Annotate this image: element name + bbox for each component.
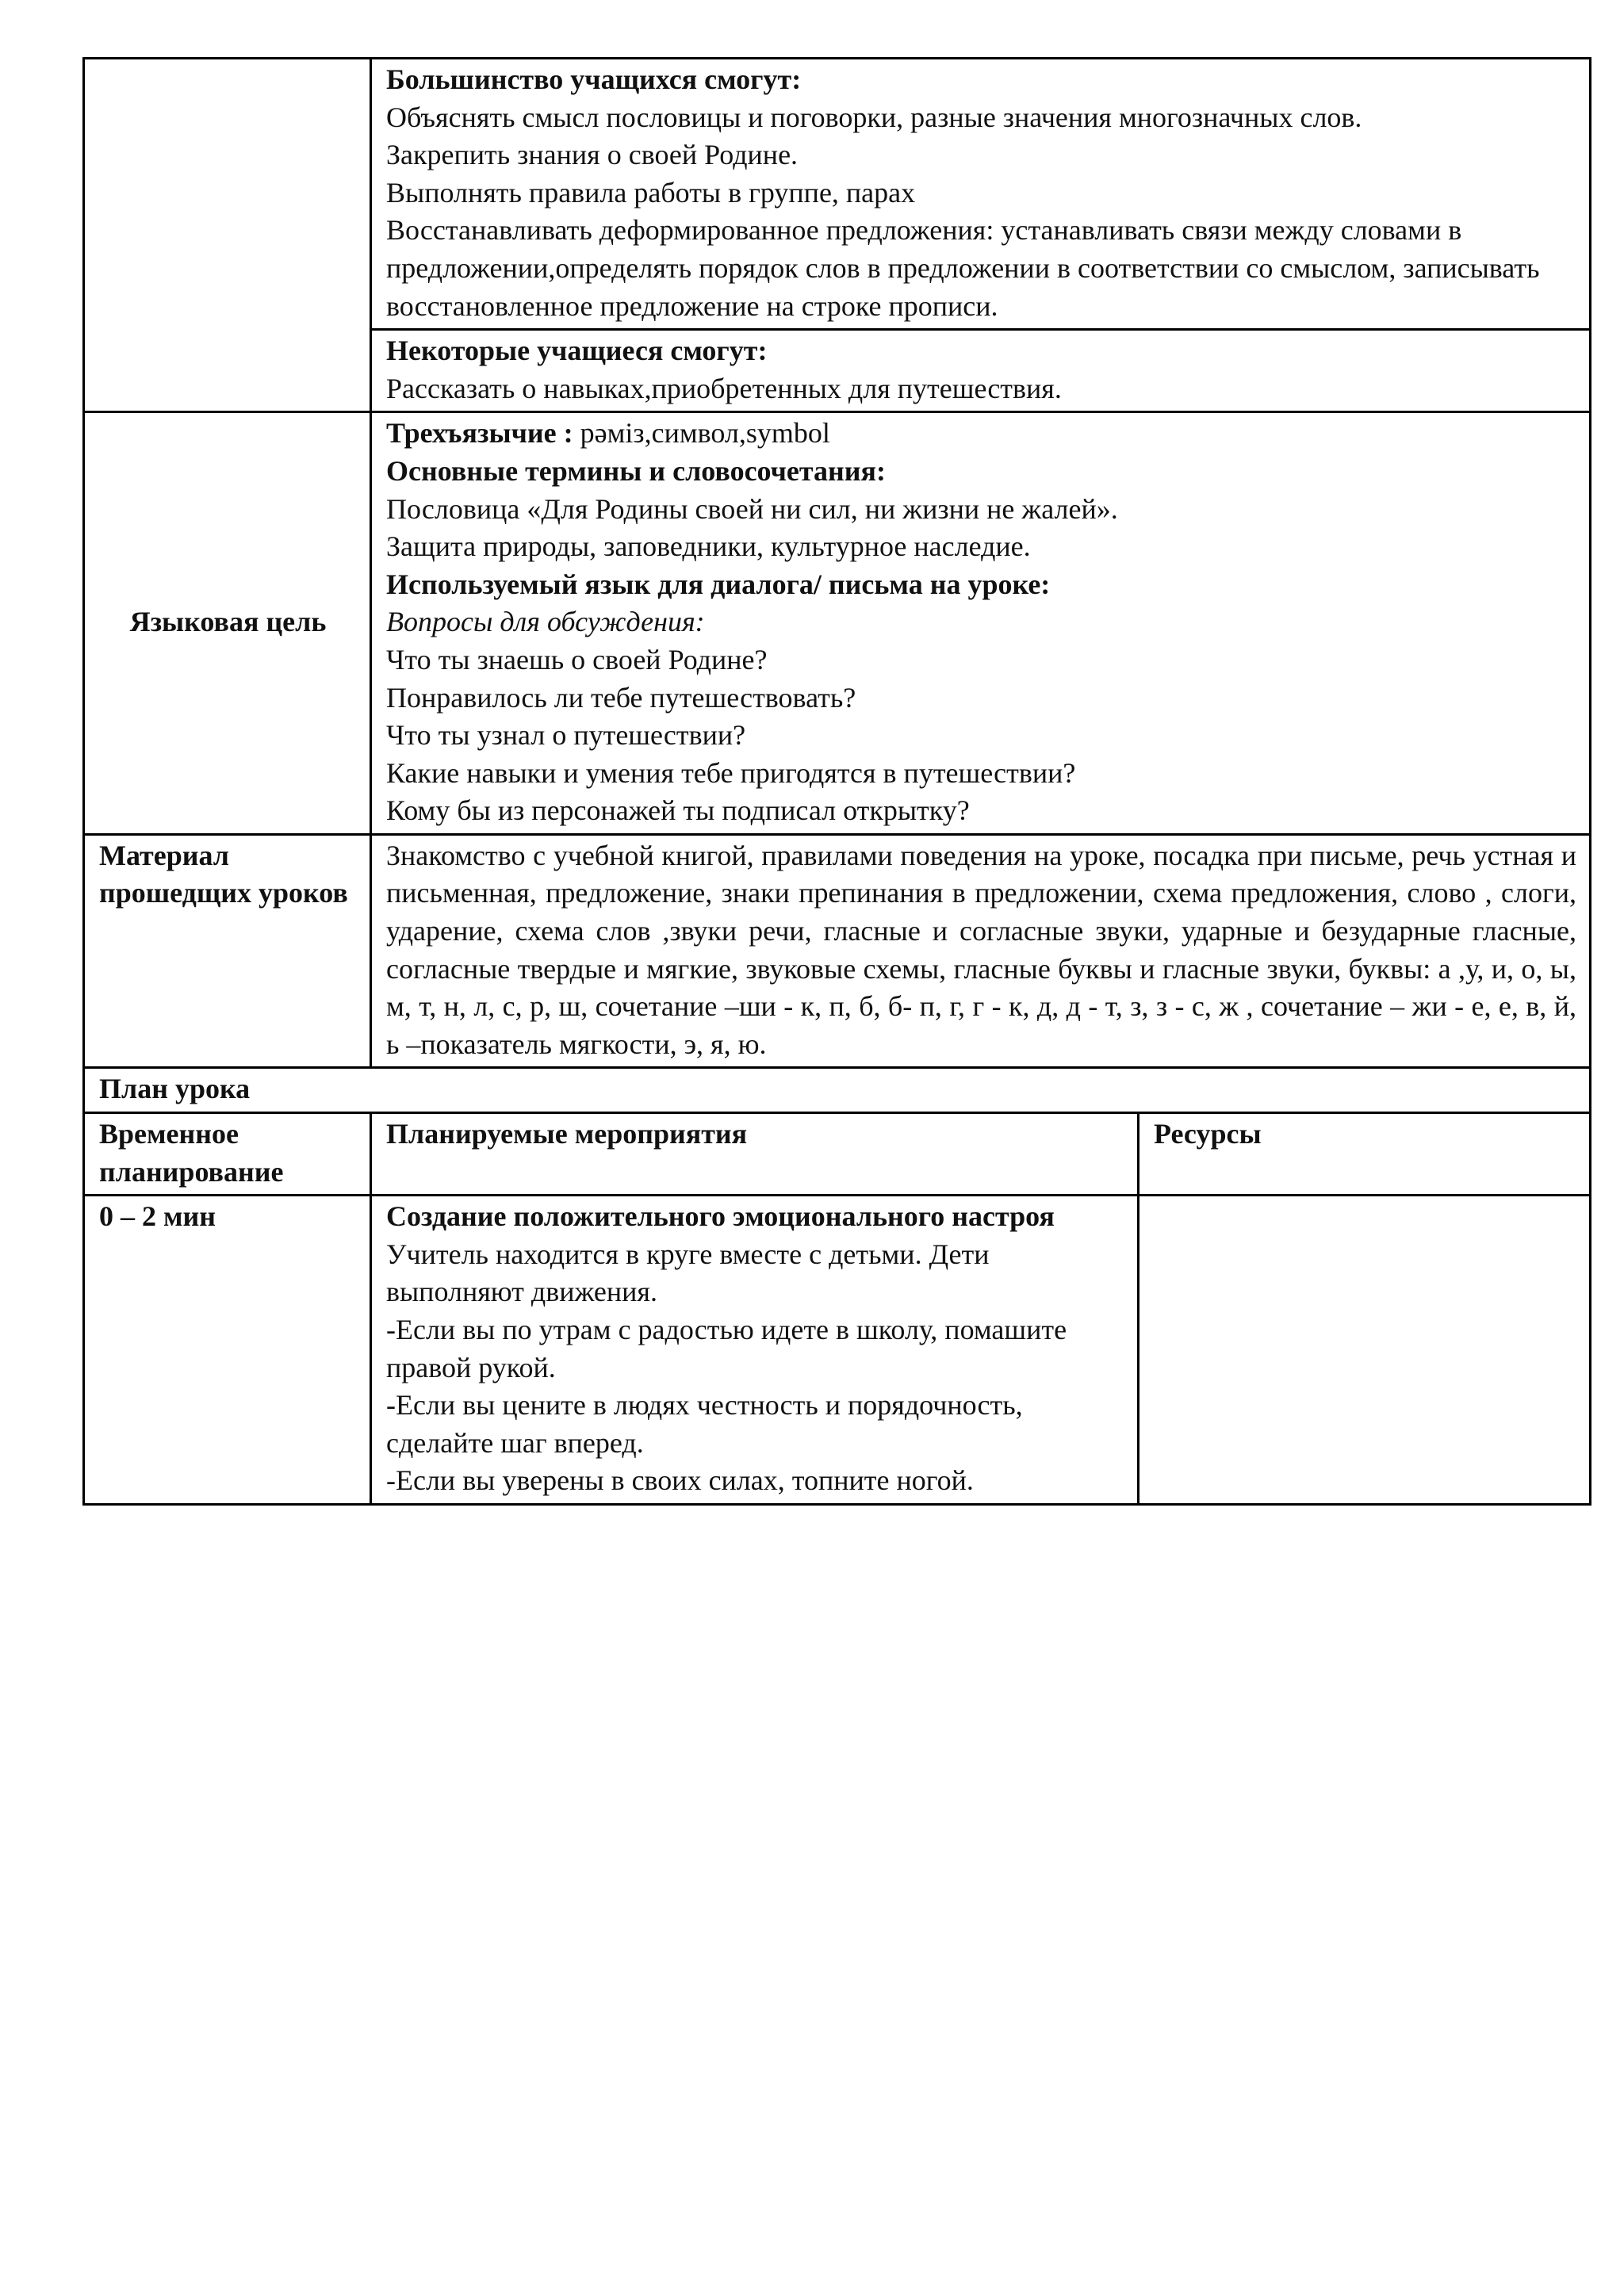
- col-header-resources: Ресурсы: [1139, 1113, 1591, 1196]
- plan-row-line: -Если вы уверены в своих силах, топните ногой.: [386, 1464, 974, 1497]
- trilingual-value: рәміз,символ,symbol: [580, 417, 830, 450]
- language-goal-row: [84, 412, 1591, 835]
- plan-row-heading: Создание положительного эмоционального настроя: [386, 1200, 1055, 1233]
- plan-row-line: -Если вы цените в людях честность и порядочность, сделайте шаг вперед.: [386, 1389, 1023, 1459]
- plan-header-row: [84, 1113, 1591, 1196]
- col-header-time: Временное планирование: [84, 1113, 371, 1196]
- plan-title: План урока: [84, 1068, 1591, 1113]
- questions-heading: Вопросы для обсуждения:: [386, 606, 705, 638]
- dialog-heading: Используемый язык для диалога/ письма на уроке:: [386, 568, 1051, 600]
- lesson-plan-table: [82, 57, 1591, 1506]
- goals-most-item: Выполнять правила работы в группе, парах: [386, 176, 916, 209]
- terms-heading: Основные термины и словосочетания:: [386, 454, 886, 487]
- plan-row-activities: [371, 1196, 1139, 1505]
- goals-some-heading: Некоторые учащиеся смогут:: [386, 335, 768, 367]
- question-item: Что ты узнал о путешествии?: [386, 719, 746, 752]
- goals-some-item: Рассказать о навыках,приобретенных для путешествия.: [386, 372, 1062, 404]
- goals-most-item: Восстанавливать деформированное предложения: устанавливать связи между словами в предложении,определять порядок слов в предложении в соответствии со смыслом, записывать восстановленное предложение на строке прописи.: [386, 214, 1540, 322]
- goals-most-cell: [371, 59, 1591, 330]
- terms-item: Защита природы, заповедники, культурное наследие.: [386, 530, 1031, 563]
- col-header-activities: Планируемые мероприятия: [371, 1113, 1139, 1196]
- question-item: Что ты знаешь о своей Родине?: [386, 643, 768, 675]
- previous-material-text: Знакомство с учебной книгой, правилами поведения на уроке, посадка при письме, речь устная и письменная, предложение, знаки препинания в предложении, схема предложения, слово , слоги, ударение, схема слов ,звуки речи, гласные и согласные звуки, ударные и безударные гласные, согласные твердые и мягкие, звуковые схемы, гласные буквы и гласные звуки, буквы: а ,у, и, о, ы, м, т, н, л, с, р, ш, сочетание –ши - к, п, б, б- п, г, г - к, д, д - т, з, з - с, ж , сочетание – жи - е, е, в, й, ь –показатель мягкости, э, я, ю.: [371, 834, 1591, 1068]
- plan-row: [84, 1196, 1591, 1505]
- empty-label-cell: [84, 59, 371, 412]
- trilingual-line: [386, 415, 1576, 453]
- question-item: Понравилось ли тебе путешествовать?: [386, 681, 856, 714]
- goals-most-item: Объяснять смысл пословицы и поговорки, разные значения многозначных слов.: [386, 101, 1362, 133]
- plan-row-resources: [1139, 1196, 1591, 1505]
- trilingual-label: Трехъязычие :: [386, 417, 580, 450]
- language-goal-cell: [371, 412, 1591, 835]
- previous-material-label: Материал прошедщих уроков: [84, 834, 371, 1068]
- question-item: Какие навыки и умения тебе пригодятся в путешествии?: [386, 756, 1076, 789]
- terms-item: Пословица «Для Родины своей ни сил, ни жизни не жалей».: [386, 492, 1118, 525]
- goals-most-heading: Большинство учащихся смогут:: [386, 63, 802, 95]
- plan-row-time: 0 – 2 мин: [84, 1196, 371, 1505]
- plan-row-line: Учитель находится в круге вместе с детьми. Дети выполняют движения.: [386, 1238, 990, 1308]
- goals-most-row: [84, 59, 1591, 330]
- previous-material-row: [84, 834, 1591, 1068]
- goals-most-item: Закрепить знания о своей Родине.: [386, 139, 799, 171]
- plan-title-row: [84, 1068, 1591, 1113]
- goals-some-cell: [371, 330, 1591, 412]
- plan-row-line: -Если вы по утрам с радостью идете в школу, помашите правой рукой.: [386, 1314, 1067, 1383]
- question-item: Кому бы из персонажей ты подписал открытку?: [386, 794, 970, 827]
- language-goal-label: Языковая цель: [84, 412, 371, 835]
